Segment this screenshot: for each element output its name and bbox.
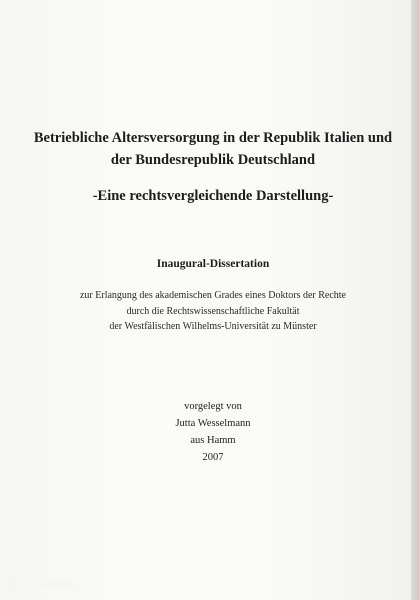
title-line-1: Betriebliche Altersversorgung in der Republik Italien und [33, 130, 393, 146]
author-origin: aus Hamm [190, 435, 236, 446]
dissertation-title [18, 127, 408, 171]
shop-watermark: Janus Buchshop [6, 579, 76, 589]
purpose-line-1: zur Erlangung des akademischen Grades eines Doktors der Rechte [79, 290, 346, 301]
publication-year: 2007 [202, 452, 224, 463]
submitted-by-label: vorgelegt von [184, 401, 242, 412]
submission-details [18, 398, 408, 466]
author-name: Jutta Wesselmann [175, 418, 251, 429]
dissertation-subtitle: -Eine rechtsvergleichende Darstellung- [92, 188, 334, 204]
title-line-2: der Bundesrepublik Deutschland [110, 152, 316, 168]
purpose-line-3: der Westfälischen Wilhelms-Universität zu Münster [109, 321, 317, 332]
page-edge [411, 0, 419, 600]
document-type-heading: Inaugural-Dissertation [156, 258, 270, 270]
purpose-line-2: durch die Rechtswissenschaftliche Fakultät [126, 305, 300, 317]
degree-purpose [18, 288, 408, 335]
